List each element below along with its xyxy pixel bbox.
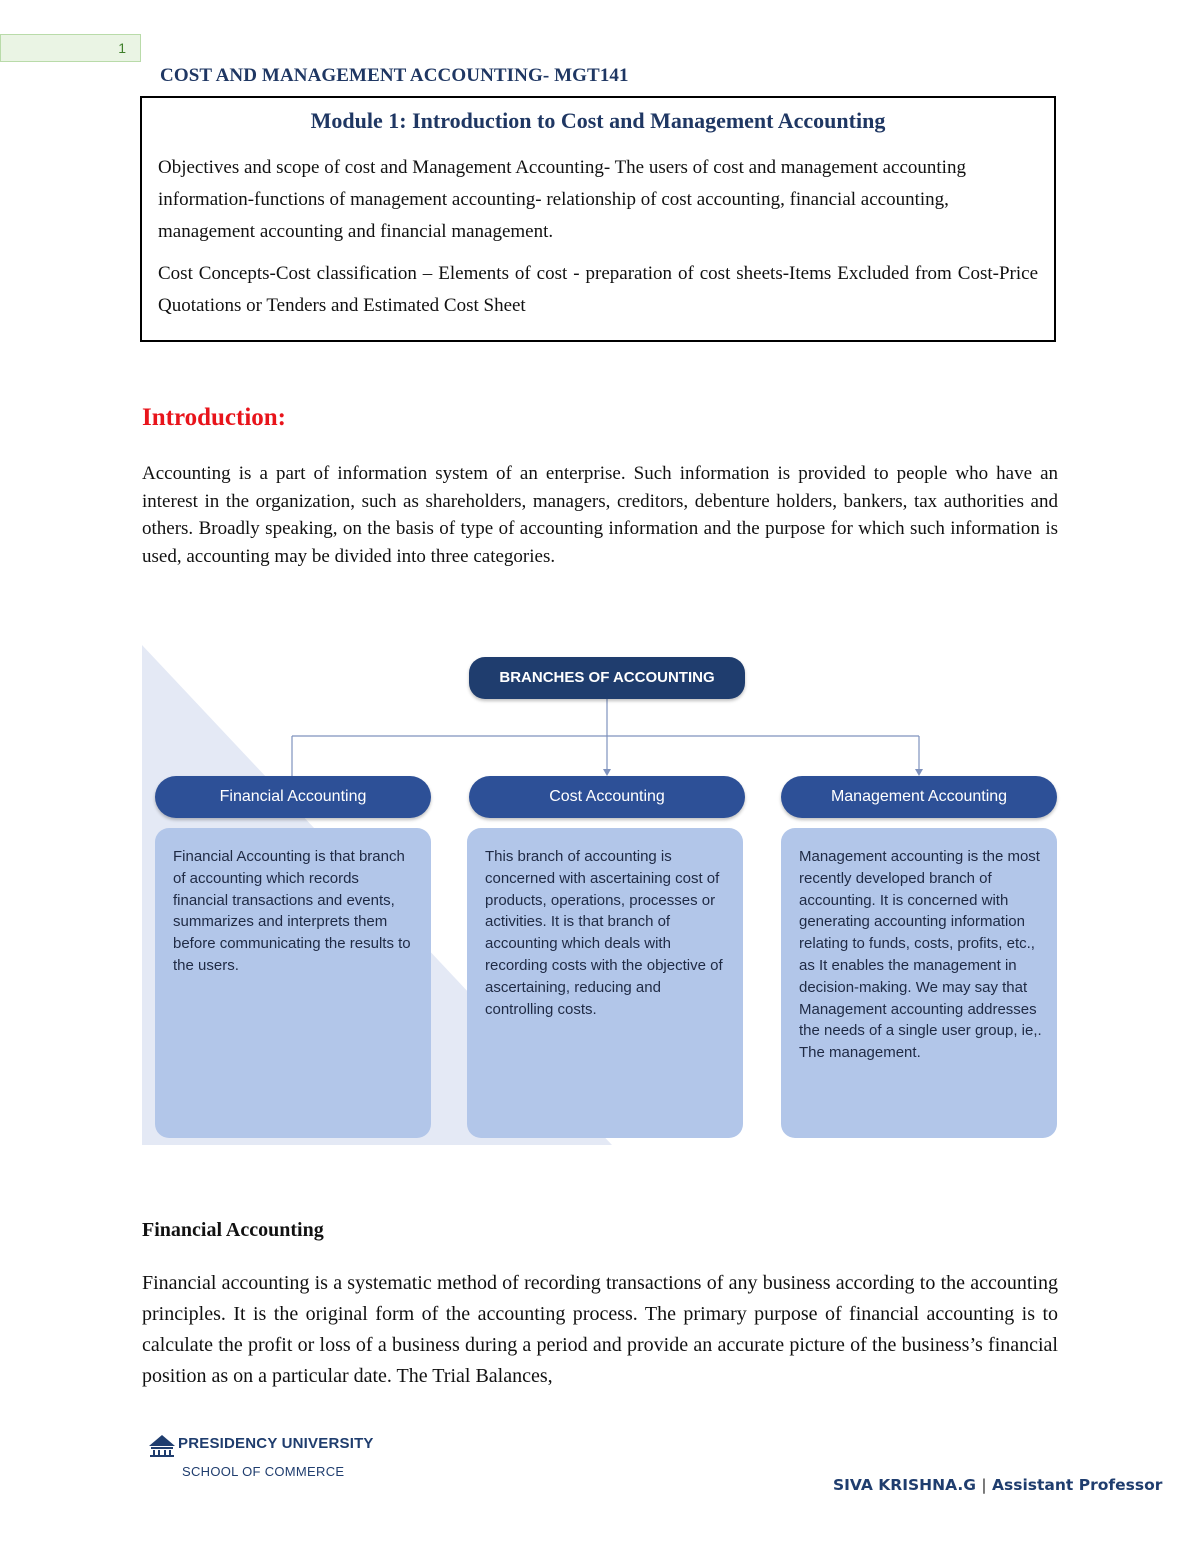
course-title: COST AND MANAGEMENT ACCOUNTING- MGT141 bbox=[160, 65, 629, 86]
financial-accounting-paragraph: Financial accounting is a systematic method of recording transactions of any business according to the accounting principles. It is the original form of the accounting process. The primary purpose of financial accounting is to calculate the profit or loss of a business during a period and provide an accurate picture of the business’s financial position as on a particular date. The Trial Balances, bbox=[142, 1272, 1058, 1387]
footer-author bbox=[833, 1476, 1162, 1494]
root-node-branches: BRANCHES OF ACCOUNTING bbox=[469, 657, 745, 699]
card-cost-accounting: This branch of accounting is concerned with ascertaining cost of products, operations, processes or activities. It is that branch of accounting which deals with recording costs with the objective of ascertaining, reducing and controlling costs. bbox=[467, 828, 743, 1138]
author-separator: | bbox=[981, 1476, 987, 1494]
author-name: SIVA KRISHNA.G bbox=[833, 1476, 976, 1494]
module-topics-1: Objectives and scope of cost and Management Accounting- The users of cost and management accounting information-functions of management accounting- relationship of cost accounting, financial accounting, management accounting and financial management. bbox=[158, 157, 966, 242]
module-topics-2: Cost Concepts-Cost classification – Elements of cost - preparation of cost sheets-Items Excluded from Cost-Price Quotations or Tenders and Estimated Cost Sheet bbox=[158, 263, 1038, 316]
introduction-paragraph: Accounting is a part of information system of an enterprise. Such information is provided to people who have an interest in the organization, such as shareholders, managers, creditors, debenture holders, bankers, tax authorities and others. Broadly speaking, on the basis of type of accounting information and the purpose for which such information is used, accounting may be divided into three categories. bbox=[142, 463, 1058, 567]
module-box bbox=[140, 96, 1056, 342]
introduction-heading: Introduction: bbox=[142, 404, 287, 431]
branch-management-accounting: Management Accounting bbox=[781, 776, 1057, 818]
card-management-accounting: Management accounting is the most recently developed branch of accounting. It is concerned with generating accounting information relating to funds, costs, profits, etc., as It enables the management in decision-making. We may say that Management accounting addresses the needs of a single user group, ie,. The management. bbox=[781, 828, 1057, 1138]
school-name: SCHOOL OF COMMERCE bbox=[182, 1464, 345, 1479]
page-number-tab bbox=[0, 34, 141, 62]
page-number: 1 bbox=[118, 40, 126, 56]
card-financial-accounting: Financial Accounting is that branch of accounting which records financial transactions and events, summarizes and interprets them before communicating the results to the users. bbox=[155, 828, 431, 1138]
university-emblem-icon bbox=[148, 1434, 176, 1458]
branches-of-accounting-diagram bbox=[142, 645, 1058, 1145]
financial-accounting-heading: Financial Accounting bbox=[142, 1219, 324, 1241]
branch-financial-accounting: Financial Accounting bbox=[155, 776, 431, 818]
university-name: PRESIDENCY UNIVERSITY bbox=[178, 1435, 374, 1452]
author-role: Assistant Professor bbox=[992, 1476, 1163, 1494]
branch-cost-accounting: Cost Accounting bbox=[469, 776, 745, 818]
module-title: Module 1: Introduction to Cost and Management Accounting bbox=[310, 108, 886, 133]
